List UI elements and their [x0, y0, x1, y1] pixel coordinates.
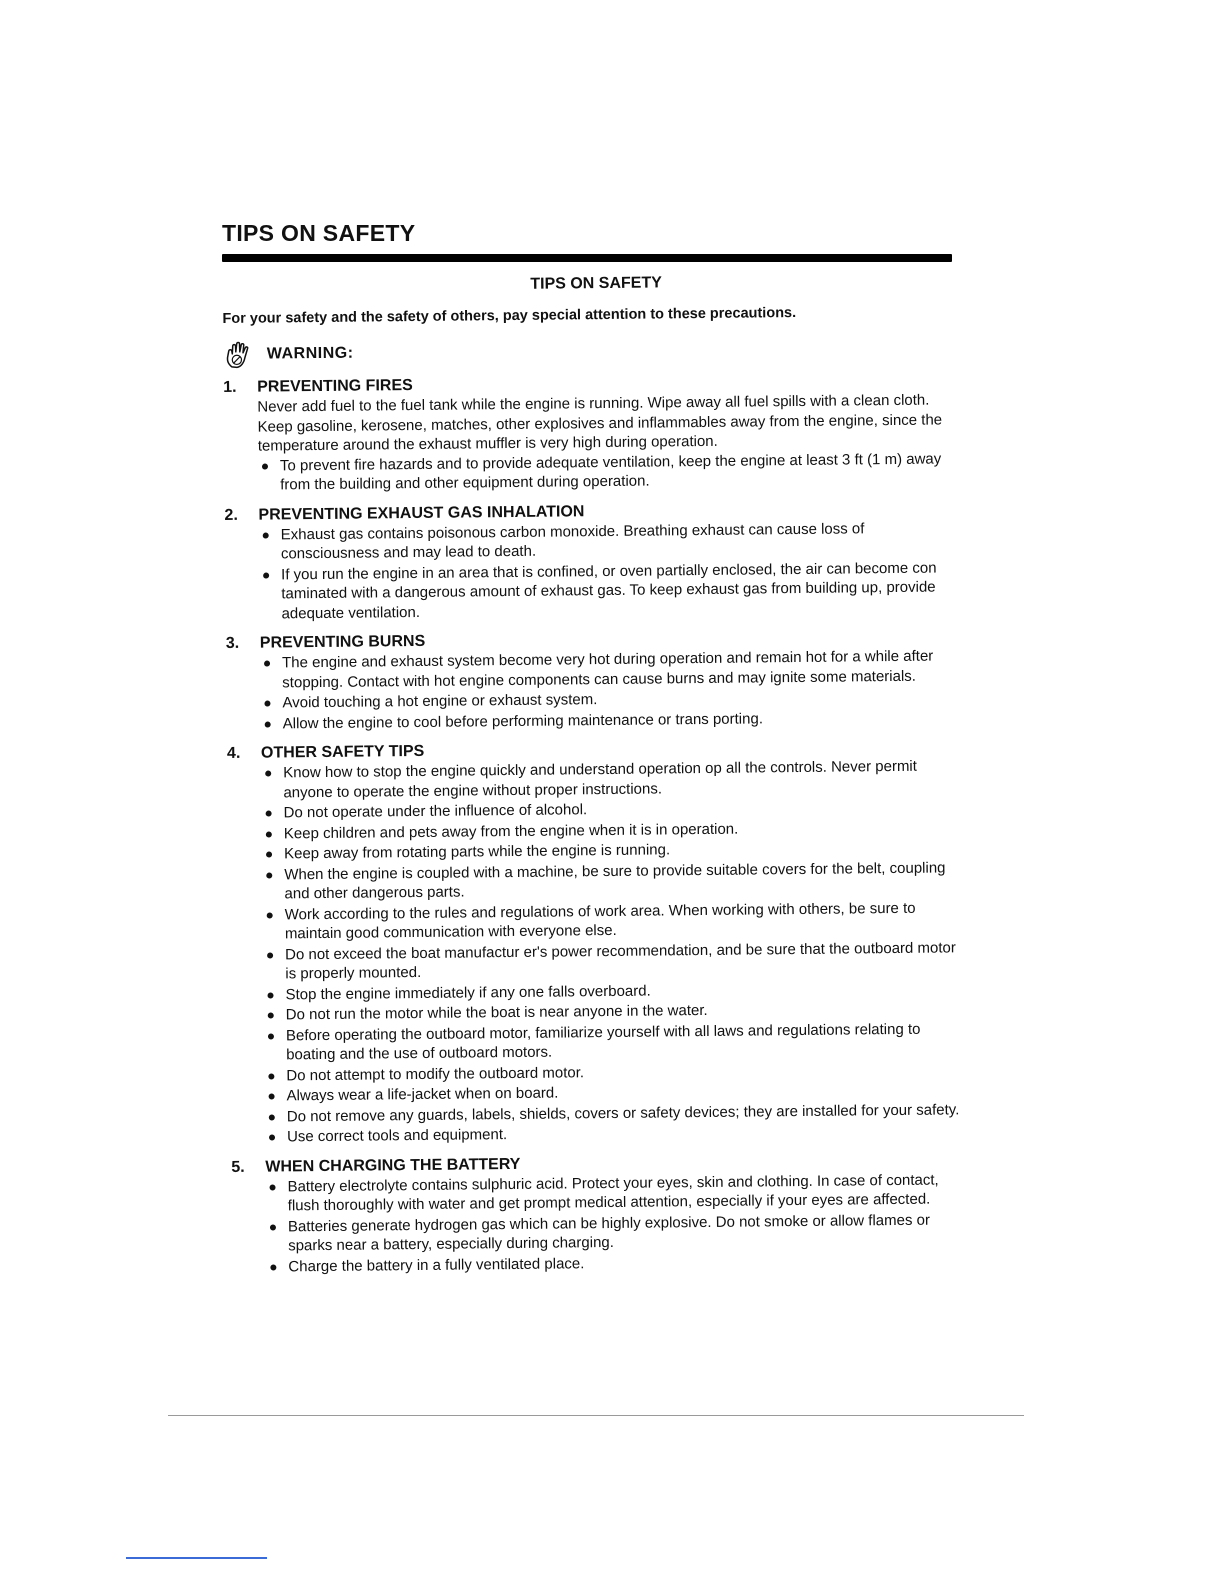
content — [222, 268, 973, 1287]
safety-item-exhaust-gas — [224, 498, 965, 624]
bullet-list — [259, 518, 966, 624]
bullet-item: Know how to stop the engine quickly and understand operation op all the controls. Never permit anyone to operate the engine without proper instructions. — [283, 756, 967, 802]
item-body — [231, 1170, 972, 1277]
item-title: OTHER SAFETY TIPS — [260, 742, 425, 762]
stop-hand-icon — [223, 340, 257, 370]
bullet-list — [258, 449, 964, 495]
bullet-item: Avoid touching a hot engine or exhaust system. — [282, 686, 966, 713]
item-number: 2. — [224, 506, 238, 524]
item-number: 1. — [223, 378, 237, 396]
safety-item-charging-battery — [231, 1150, 972, 1277]
header-rule — [222, 254, 952, 262]
bullet-item: Do not attempt to modify the outboard motor. — [286, 1059, 970, 1086]
item-body — [227, 756, 971, 1147]
corner-mark — [126, 1557, 267, 1559]
bullet-item: Use correct tools and equipment. — [287, 1120, 971, 1147]
bullet-item: Do not run the motor while the boat is near anyone in the water. — [286, 998, 970, 1025]
footer-rule — [168, 1415, 1024, 1416]
bullet-list — [260, 646, 967, 733]
bullet-item: Before operating the outboard motor, familiarize yourself with all laws and regulations relating to boating and the use of outboard motors. — [286, 1019, 970, 1065]
item-title: PREVENTING FIRES — [257, 377, 413, 396]
bullet-item: Work according to the rules and regulations of work area. When working with others, be sure to maintain good communication with everyone else. — [285, 898, 969, 944]
bullet-item: Do not exceed the boat manufactur er's power recommendation, and be sure that the outboard motor is properly mounted. — [285, 938, 969, 984]
bullet-item: Batteries generate hydrogen gas which can be highly explosive. Do not smoke or allow flames or sparks near a battery, especially during charging. — [288, 1210, 972, 1256]
item-title: PREVENTING BURNS — [259, 632, 426, 652]
item-text: Never add fuel to the fuel tank while the engine is running. Wipe away all fuel spills with a clean cloth. Keep gasoline, kerosene, matches, other explosives and inflammables away from the engine, since the temperature around the exhaust muffler is very high during operation. — [257, 391, 943, 455]
item-number: 4. — [226, 744, 241, 762]
bullet-list — [261, 756, 971, 1147]
page-header — [222, 218, 952, 262]
safety-item-other-tips — [227, 736, 971, 1147]
bullet-item: Always wear a life-jacket when on board. — [286, 1079, 970, 1106]
safety-item-preventing-burns — [226, 626, 967, 734]
intro-text: For your safety and the safety of others, pay special attention to these precautions. — [222, 304, 797, 327]
bullet-item: Exhaust gas contains poisonous carbon monoxide. Breathing exhaust can cause loss of consciousness and may lead to death. — [281, 518, 965, 564]
section-title: TIPS ON SAFETY — [530, 274, 662, 293]
bullet-item: Allow the engine to cool before performing maintenance or trans porting. — [283, 707, 967, 734]
bullet-item: Keep children and pets away from the engine when it is in operation. — [284, 817, 968, 844]
bullet-item: Battery electrolyte contains sulphuric acid. Protect your eyes, skin and clothing. In case of contact, flush thoroughly with water and get prompt medical attention, especially if your eyes are affected. — [287, 1170, 971, 1216]
bullet-list — [265, 1170, 972, 1277]
bullet-item: The engine and exhaust system become very hot during operation and remain hot for a while after stopping. Contact with hot engine components can cause burns and may ignite some materials. — [282, 646, 966, 692]
bullet-item: To prevent fire hazards and to provide adequate ventilation, keep the engine at least 3 ft (1 m) away from the building and other equipment during operation. — [280, 449, 964, 495]
item-number: 5. — [231, 1158, 245, 1176]
bullet-item: Keep away from rotating parts while the engine is running. — [284, 837, 968, 864]
item-number: 3. — [225, 634, 240, 652]
bullet-item: Do not operate under the influence of alcohol. — [284, 796, 968, 823]
warning-row — [223, 332, 963, 370]
item-body — [223, 390, 964, 495]
item-title: WHEN CHARGING THE BATTERY — [265, 1155, 521, 1176]
bullet-item: Stop the engine immediately if any one falls overboard. — [285, 978, 969, 1005]
warning-label: WARNING: — [266, 344, 354, 363]
safety-item-preventing-fires — [223, 370, 964, 495]
bullet-item: When the engine is coupled with a machine, be sure to provide suitable covers for the belt, coupling and other dangerous parts. — [284, 858, 968, 904]
item-body — [225, 518, 966, 624]
bullet-item: If you run the engine in an area that is confined, or oven partially enclosed, the air can become con taminated with a dangerous amount of exhaust gas. To keep exhaust gas from building up, provide adequate ventilation. — [281, 558, 966, 624]
page-title: TIPS ON SAFETY — [222, 220, 416, 246]
bullet-item: Charge the battery in a fully ventilated place. — [288, 1250, 972, 1277]
bullet-item: Do not remove any guards, labels, shields, covers or safety devices; they are installed for your safety. — [287, 1100, 971, 1127]
item-body — [226, 646, 967, 734]
item-title: PREVENTING EXHAUST GAS INHALATION — [258, 502, 585, 524]
